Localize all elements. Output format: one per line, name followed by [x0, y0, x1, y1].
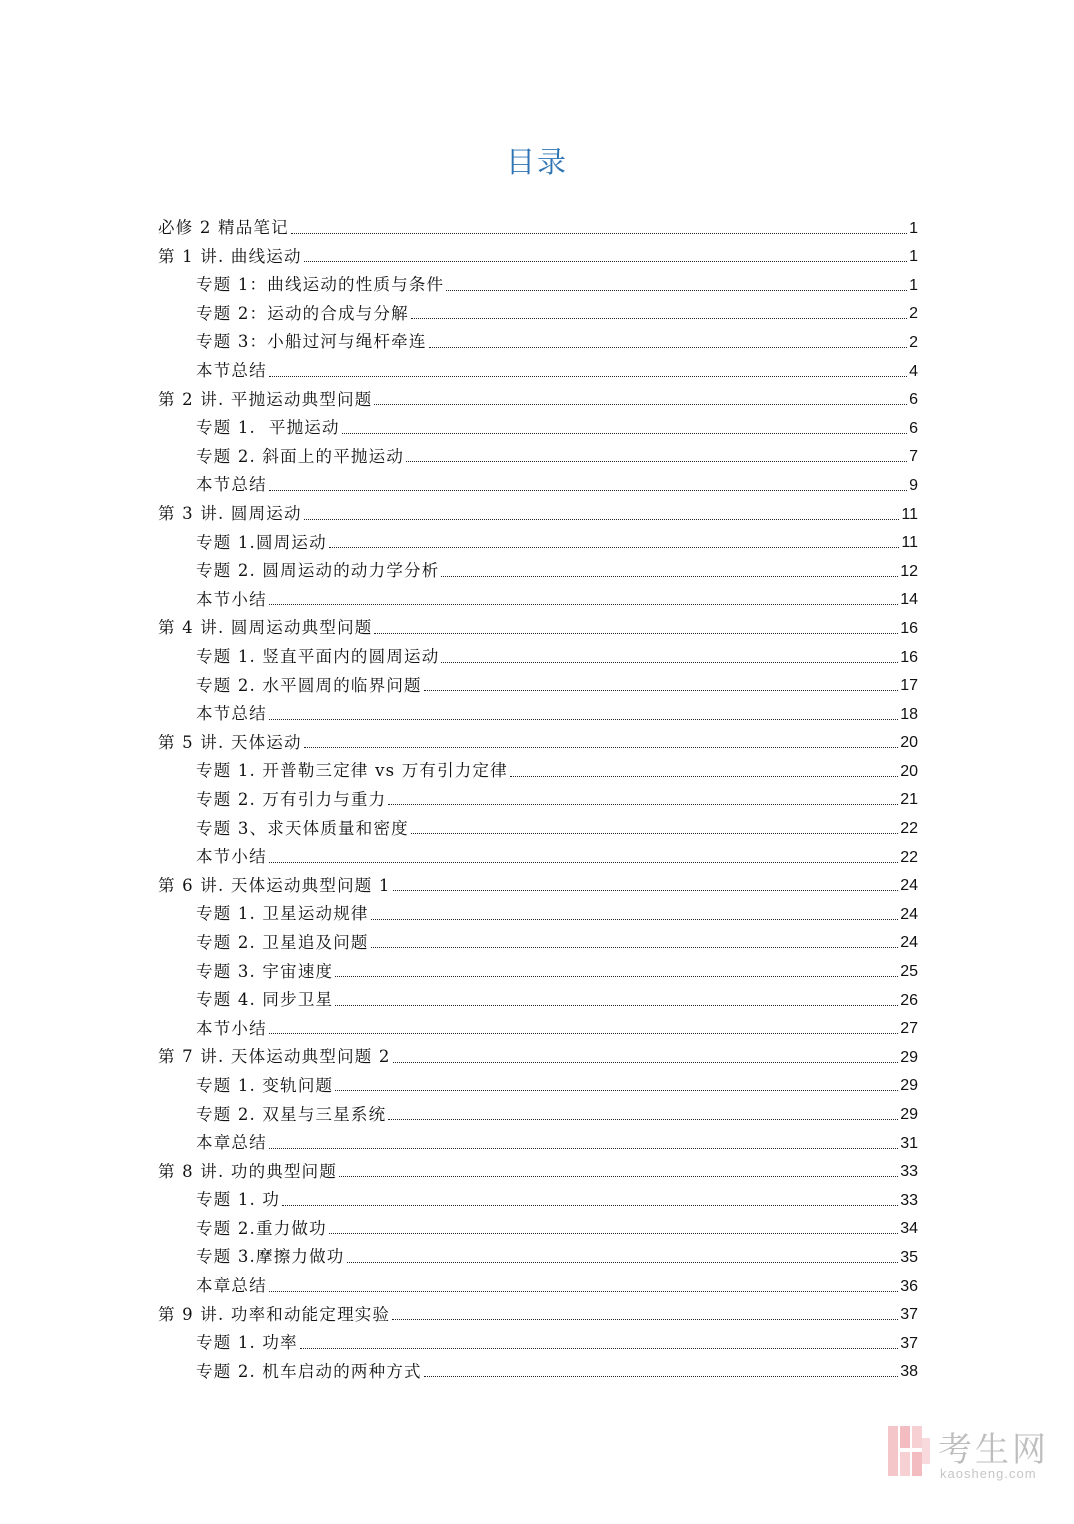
toc-page-number: 24: [900, 905, 918, 923]
toc-entry-title: 本节小结: [196, 1018, 267, 1038]
toc-entry-title: 专题 1. 卫星运动规律: [196, 904, 369, 924]
toc-subentry[interactable]: [158, 694, 918, 723]
toc-page-number: 20: [900, 734, 918, 752]
toc-entry[interactable]: [158, 1295, 918, 1324]
toc-page-number: 37: [900, 1306, 918, 1324]
toc-subentry[interactable]: [158, 1237, 918, 1266]
toc-page-number: 12: [900, 562, 918, 580]
toc-page-number: 27: [900, 1020, 918, 1038]
dot-leader: [393, 890, 899, 891]
toc-entry-title: 必修 2 精品笔记: [158, 218, 289, 238]
dot-leader: [406, 461, 907, 462]
toc-page-number: 34: [900, 1220, 918, 1238]
toc-page-number: 29: [900, 1048, 918, 1066]
toc-page-number: 11: [901, 534, 918, 552]
toc-subentry[interactable]: [158, 1180, 918, 1209]
toc-subentry[interactable]: [158, 637, 918, 666]
toc-entry-title: 专题 1. 变轨问题: [196, 1075, 334, 1095]
dot-leader: [282, 1205, 898, 1206]
toc-entry-title: 专题 1. 功: [196, 1190, 281, 1210]
toc-subentry[interactable]: [158, 580, 918, 609]
toc-entry-title: 第 3 讲. 圆周运动: [158, 504, 302, 524]
toc-subentry[interactable]: [158, 551, 918, 580]
toc-subentry[interactable]: [158, 980, 918, 1009]
toc-subentry[interactable]: [158, 351, 918, 380]
dot-leader: [269, 604, 898, 605]
toc-page-number: 2: [909, 305, 918, 323]
toc-entry-title: 本节小结: [196, 847, 267, 867]
dot-leader: [441, 576, 898, 577]
toc-subentry[interactable]: [158, 1123, 918, 1152]
toc-subentry[interactable]: [158, 465, 918, 494]
watermark-url: kaosheng.com: [940, 1466, 1037, 1481]
toc-entry-title: 专题 2. 机车启动的两种方式: [196, 1361, 422, 1381]
dot-leader: [392, 1319, 898, 1320]
toc-page-number: 16: [900, 619, 918, 637]
toc-entry-title: 本章总结: [196, 1133, 267, 1153]
toc-page-number: 6: [909, 391, 918, 409]
toc-entry-title: 本节总结: [196, 704, 267, 724]
dot-leader: [374, 633, 898, 634]
watermark-brand: 考生网: [938, 1430, 1049, 1470]
toc-entry-title: 第 6 讲. 天体运动典型问题 1: [158, 875, 391, 895]
toc-entry-title: 专题 2. 斜面上的平抛运动: [196, 446, 405, 466]
toc-entry[interactable]: [158, 494, 918, 523]
dot-leader: [411, 318, 907, 319]
toc-entry[interactable]: [158, 1152, 918, 1181]
dot-leader: [304, 747, 899, 748]
toc-entry[interactable]: [158, 866, 918, 895]
toc-subentry[interactable]: [158, 923, 918, 952]
toc-entry[interactable]: [158, 380, 918, 409]
toc-entry-title: 专题 2. 万有引力与重力: [196, 789, 387, 809]
toc-page-number: 33: [900, 1163, 918, 1181]
dot-leader: [342, 433, 907, 434]
toc-subentry[interactable]: [158, 1094, 918, 1123]
toc-entry-title: 专题 1. 开普勒三定律 vs 万有引力定律: [196, 761, 508, 781]
toc-page-number: 1: [909, 219, 918, 237]
dot-leader: [411, 833, 898, 834]
toc-subentry[interactable]: [158, 808, 918, 837]
toc-page-number: 24: [900, 934, 918, 952]
toc-subentry[interactable]: [158, 1009, 918, 1038]
dot-leader: [291, 233, 907, 234]
dot-leader: [269, 1033, 898, 1034]
toc-subentry[interactable]: [158, 780, 918, 809]
dot-leader: [374, 404, 907, 405]
dot-leader: [304, 261, 907, 262]
toc-entry-title: 第 4 讲. 圆周运动典型问题: [158, 618, 373, 638]
toc-subentry[interactable]: [158, 294, 918, 323]
toc-entry-title: 专题 2. 圆周运动的动力学分析: [196, 561, 440, 581]
toc-page-number: 22: [900, 848, 918, 866]
toc-entry-title: 专题 2：运动的合成与分解: [196, 303, 409, 323]
dot-leader: [329, 1233, 898, 1234]
dot-leader: [269, 376, 907, 377]
toc-page-number: 6: [909, 419, 918, 437]
toc-page-number: 9: [909, 476, 918, 494]
toc-page-number: 38: [900, 1363, 918, 1381]
toc-page-number: 22: [900, 820, 918, 838]
toc-subentry[interactable]: [158, 265, 918, 294]
toc-entry-title: 本节小结: [196, 589, 267, 609]
toc-page-number: 29: [900, 1077, 918, 1095]
toc-page-number: 35: [900, 1248, 918, 1266]
toc-entry-title: 第 8 讲. 功的典型问题: [158, 1161, 338, 1181]
toc-entry-title: 专题 1. 平抛运动: [196, 418, 340, 438]
toc-entry-title: 专题 3. 宇宙速度: [196, 961, 334, 981]
toc-page-number: 16: [900, 648, 918, 666]
dot-leader: [269, 1148, 898, 1149]
toc-page-number: 31: [900, 1134, 918, 1152]
toc-entry-title: 专题 4. 同步卫星: [196, 990, 334, 1010]
toc-entry-title: 专题 2.重力做功: [196, 1218, 327, 1238]
dot-leader: [269, 862, 898, 863]
toc-entry-title: 本章总结: [196, 1276, 267, 1296]
toc-entry-title: 第 7 讲. 天体运动典型问题 2: [158, 1047, 391, 1067]
dot-leader: [347, 1262, 899, 1263]
dot-leader: [371, 919, 899, 920]
toc-subentry[interactable]: [158, 951, 918, 980]
toc-entry[interactable]: [158, 608, 918, 637]
toc-entry-title: 专题 3、求天体质量和密度: [196, 818, 409, 838]
toc-page-number: 36: [900, 1277, 918, 1295]
toc-page-number: 4: [909, 362, 918, 380]
toc-subentry[interactable]: [158, 322, 918, 351]
toc-page-number: 20: [900, 762, 918, 780]
toc-entry[interactable]: [158, 1037, 918, 1066]
toc-page-number: 25: [900, 963, 918, 981]
toc-subentry[interactable]: [158, 837, 918, 866]
toc-subentry[interactable]: [158, 666, 918, 695]
kaosheng-logo-icon: [886, 1424, 932, 1478]
toc-page-number: 24: [900, 877, 918, 895]
dot-leader: [388, 804, 898, 805]
toc-entry-title: 专题 2. 双星与三星系统: [196, 1104, 387, 1124]
toc-page-number: 33: [900, 1191, 918, 1209]
toc-subentry[interactable]: [158, 1209, 918, 1238]
toc-page-number: 14: [900, 591, 918, 609]
toc-entry-title: 专题 1. 功率: [196, 1333, 298, 1353]
toc-entry-title: 专题 3：小船过河与绳杆牵连: [196, 332, 427, 352]
toc-page-number: 29: [900, 1106, 918, 1123]
dot-leader: [441, 662, 898, 663]
dot-leader: [446, 290, 907, 291]
dot-leader: [329, 547, 900, 548]
toc-page-number: 1: [909, 248, 918, 266]
toc-subentry[interactable]: [158, 894, 918, 923]
dot-leader: [269, 719, 898, 720]
dot-leader: [424, 1376, 898, 1377]
toc-subentry[interactable]: [158, 1066, 918, 1095]
dot-leader: [335, 1090, 898, 1091]
toc-page-number: 2: [909, 333, 918, 351]
toc-subentry[interactable]: [158, 408, 918, 437]
toc-entry-title: 专题 1. 竖直平面内的圆周运动: [196, 647, 440, 666]
dot-leader: [304, 519, 900, 520]
toc-subentry[interactable]: [158, 523, 918, 552]
toc-page-number: 37: [900, 1334, 918, 1352]
dot-leader: [424, 690, 898, 691]
toc-entry[interactable]: [158, 237, 918, 266]
toc-subentry[interactable]: [158, 437, 918, 466]
toc-entry-title: 专题 2. 水平圆周的临界问题: [196, 675, 422, 695]
toc-page-number: 17: [900, 677, 918, 695]
toc-entry-title: 第 2 讲. 平抛运动典型问题: [158, 389, 373, 409]
dot-leader: [388, 1119, 898, 1120]
toc-subentry[interactable]: [158, 1352, 918, 1381]
dot-leader: [269, 1291, 898, 1292]
toc-entry-title: 专题 2. 卫星追及问题: [196, 932, 369, 952]
dot-leader: [339, 1176, 898, 1177]
dot-leader: [371, 947, 899, 948]
toc-entry-title: 本节总结: [196, 475, 267, 495]
toc-entry-title: 专题 1：曲线运动的性质与条件: [196, 275, 445, 295]
toc-entry-title: 专题 1.圆周运动: [196, 532, 327, 552]
toc-page-number: 21: [900, 791, 918, 809]
dot-leader: [510, 776, 898, 777]
toc-subentry[interactable]: [158, 1323, 918, 1352]
toc-entry-title: 专题 3.摩擦力做功: [196, 1247, 345, 1267]
toc-entry[interactable]: [158, 208, 918, 237]
toc-entry-title: 本节总结: [196, 361, 267, 381]
dot-leader: [335, 1005, 898, 1006]
watermark: [886, 1420, 1056, 1492]
dot-leader: [335, 976, 898, 977]
dot-leader: [300, 1348, 898, 1349]
toc-page-number: 1: [909, 276, 918, 294]
page-title: 目录: [505, 145, 568, 179]
toc-page-number: 7: [909, 448, 918, 466]
toc-page-number: 18: [900, 705, 918, 723]
dot-leader: [393, 1062, 899, 1063]
toc-page-number: 26: [900, 991, 918, 1009]
toc-subentry[interactable]: [158, 751, 918, 780]
toc-entry-title: 第 1 讲. 曲线运动: [158, 246, 302, 266]
table-of-contents: [158, 208, 918, 1380]
toc-entry-title: 第 9 讲. 功率和动能定理实验: [158, 1304, 391, 1324]
toc-subentry[interactable]: [158, 1266, 918, 1295]
toc-entry[interactable]: [158, 723, 918, 752]
toc-entry-title: 第 5 讲. 天体运动: [158, 732, 302, 752]
dot-leader: [269, 490, 907, 491]
toc-page-number: 11: [901, 505, 918, 523]
dot-leader: [429, 347, 908, 348]
